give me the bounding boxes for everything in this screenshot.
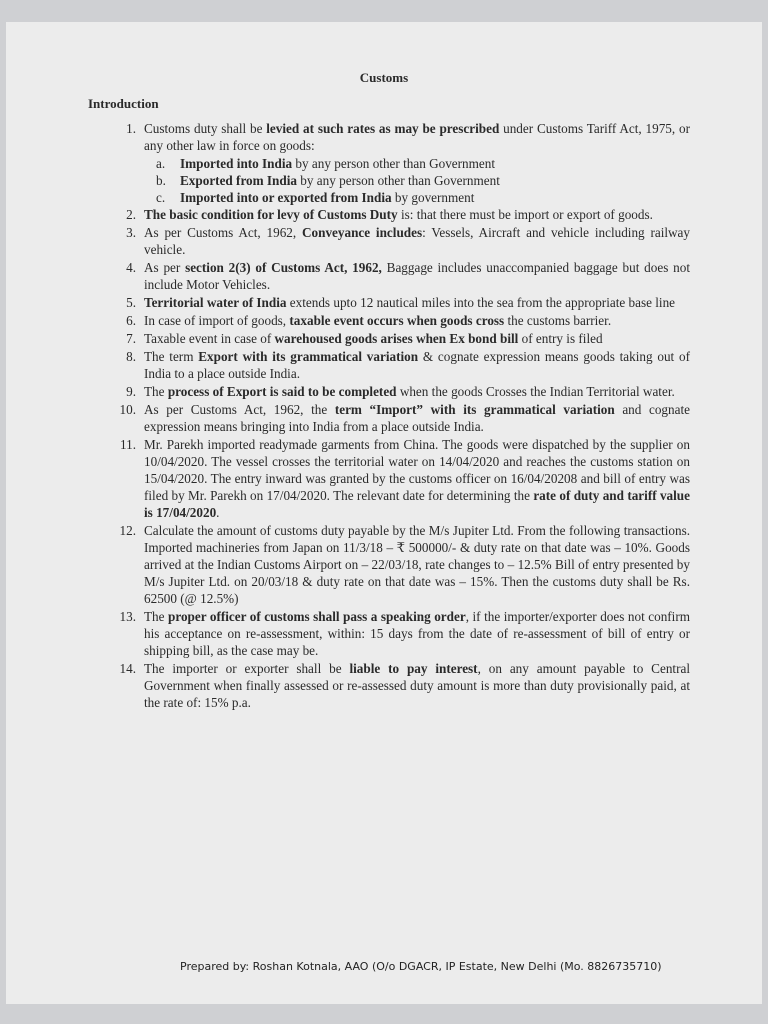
list-item [110,294,690,311]
emphasis-text: section 2(3) of Customs Act, 1962, [185,260,382,275]
sub-list-text [180,172,500,189]
list-item-text [144,312,690,329]
list-item-number: 14. [119,661,136,676]
body-text: Calculate the amount of customs duty payable by the M/s Jupiter Ltd. From the following transactions. Imported machineries from Japan on 11/3/18 – ₹ 500000/- & duty rate on that date was – 10%. Goods arrived at the Indian Customs Airport on – 22/03/18, rate changes to – 12.5% Bill of entry presented by M/s Jupiter Ltd. on 20/03/18 & duty rate on that date was – 15%. Then the customs duty shall be Rs. 62500 (@ 12.5%) [144,523,690,606]
emphasis-text: Imported into India [180,156,293,171]
list-item-number: 12. [119,523,136,538]
emphasis-text: liable to pay interest [349,661,478,676]
body-text: & cognate expression means goods taking out of India to a place outside India. [144,349,690,381]
list-item-text [144,401,690,435]
sub-list-letter: c. [156,190,166,205]
list-item-text [144,348,690,382]
body-text: by government [391,190,475,205]
sub-list-item [156,189,690,206]
body-text: As per Customs Act, 1962, the [144,402,335,417]
list-item-text [144,224,690,258]
body-text: of entry is filed [518,331,603,346]
body-text: Customs duty shall be [144,121,267,136]
emphasis-text: Imported into or exported from India [180,190,392,205]
body-text: Taxable event in case of [144,331,275,346]
numbered-list [110,120,690,712]
emphasis-text: Exported from India [180,173,297,188]
emphasis-text: rate of duty and tariff value is 17/04/2020 [144,488,690,520]
body-text: As per [144,260,186,275]
list-item-number: 7. [126,331,136,346]
document-title: Customs [359,70,409,85]
body-text: . [216,505,220,520]
body-text: Baggage includes unaccompanied baggage but does not include Motor Vehicles. [144,260,690,292]
body-text: : Vessels, Aircraft and vehicle including railway vehicle. [144,225,690,257]
list-item-text [144,608,690,659]
body-text: and cognate expression means bringing into India from a place outside India. [144,402,690,434]
list-item-number: 3. [126,225,136,240]
list-item-number: 13. [119,609,136,624]
body-text: when the goods Crosses the Indian Territorial water. [396,384,675,399]
body-text: extends upto 12 nautical miles into the sea from the appropriate base line [286,295,676,310]
list-item-text [144,660,690,711]
body-text: , if the importer/exporter does not confirm his acceptance on re-assessment, within: 15 days from the date of re-assessment of bill of entry or shipping bill, as the case may be. [144,609,690,658]
list-item-text [144,522,690,607]
list-item [110,401,690,435]
list-item-number: 2. [126,207,136,222]
emphasis-text: Territorial water of India [144,295,287,310]
list-item [110,206,690,223]
sub-list-letter: a. [156,156,166,171]
body-text: The [144,384,168,399]
body-text: , on any amount payable to Central Government when finally assessed or re-assessed duty amount is more than duty provisionally paid, at the rate of: 15% p.a. [144,661,690,710]
footer-credit: Prepared by: Roshan Kotnala, AAO (O/o DGACR, IP Estate, New Delhi (Mo. 8826735710) [180,960,662,973]
emphasis-text: Export with its grammatical variation [198,349,419,364]
sub-list-item [156,172,690,189]
body-text: the customs barrier. [504,313,612,328]
emphasis-text: proper officer of customs shall pass a speaking order [168,609,466,624]
list-item [110,522,690,607]
list-item-number: 6. [126,313,136,328]
body-text: In case of import of goods, [144,313,290,328]
list-item [110,224,690,258]
list-item-number: 10. [119,402,136,417]
list-item-number: 11. [120,437,136,452]
list-item-number: 4. [126,260,136,275]
body-text: As per Customs Act, 1962, [144,225,302,240]
sub-list-letter: b. [156,173,166,188]
list-item-number: 5. [126,295,136,310]
list-item [110,660,690,711]
list-item-text [144,330,690,347]
sub-list-text [180,189,474,206]
list-item [110,348,690,382]
list-item [110,436,690,521]
emphasis-text: process of Export is said to be completed [167,384,397,399]
list-item-text [144,294,690,311]
list-item [110,383,690,400]
body-text: under Customs Tariff Act, 1975, or any other law in force on goods: [144,121,691,153]
list-item-number: 1. [126,121,136,136]
list-item-text [144,259,690,293]
list-item-number: 9. [126,384,136,399]
sub-list-text [180,155,495,172]
emphasis-text: The basic condition for levy of Customs Duty [144,207,398,222]
emphasis-text: term “Import” with its grammatical variation [334,402,615,417]
body-text: Mr. Parekh imported readymade garments from China. The goods were dispatched by the supplier on 10/04/2020. The vessel crosses the territorial water on 14/04/2020 and reaches the customs station on 15/04/2020. The entry inward was granted by the customs officer on 16/04/20208 and bill of entry was filed by Mr. Parekh on 17/04/2020. The relevant date for determining the [144,437,690,503]
body-text: The term [144,349,199,364]
list-item-text [144,436,690,521]
emphasis-text: levied at such rates as may be prescribed [266,121,500,136]
list-item-text [144,383,690,400]
list-item [110,312,690,329]
emphasis-text: Conveyance includes [302,225,423,240]
emphasis-text: warehoused goods arises when Ex bond bill [274,331,519,346]
body-text: The importer or exporter shall be [144,661,350,676]
list-item-text [144,120,690,154]
body-text: by any person other than Government [292,156,496,171]
list-item [110,330,690,347]
list-item-text [144,206,690,223]
list-item [110,120,690,154]
list-item [110,259,690,293]
emphasis-text: taxable event occurs when goods cross [289,313,505,328]
section-heading: Introduction [88,96,159,111]
body-text: The [144,609,169,624]
list-item-number: 8. [126,349,136,364]
body-text: by any person other than Government [297,173,500,188]
sub-list-item [156,155,690,172]
body-text: is: that there must be import or export of goods. [397,207,653,222]
list-item [110,608,690,659]
